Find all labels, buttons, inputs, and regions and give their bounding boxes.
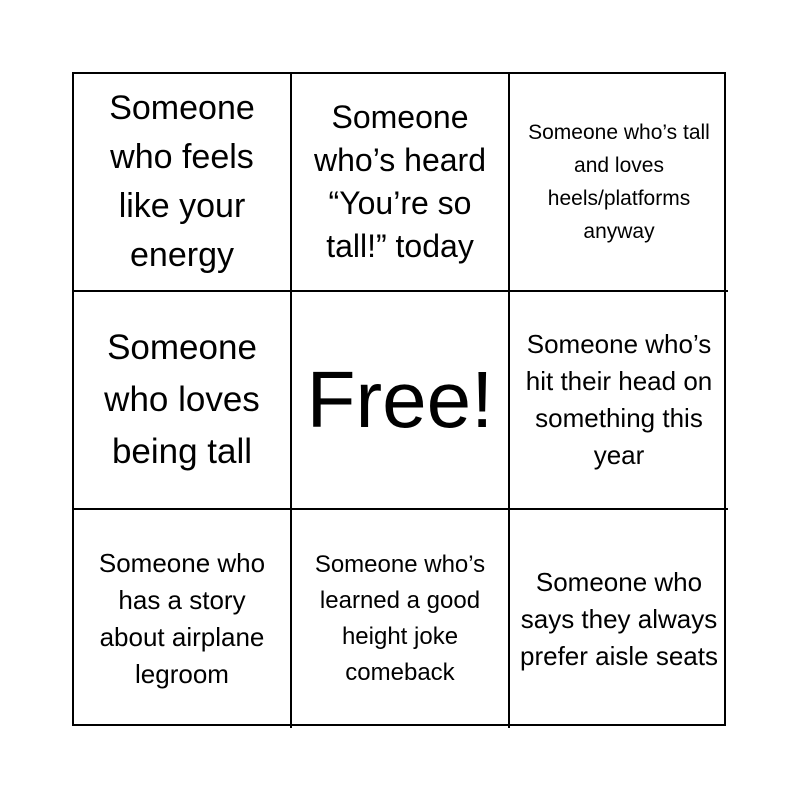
bingo-cell-text: Someone who’s heard “You’re so tall!” today bbox=[314, 99, 486, 264]
bingo-cell-text: Someone who loves being tall bbox=[104, 328, 260, 471]
bingo-cell-text: Someone who’s hit their head on something this year bbox=[525, 329, 713, 470]
bingo-cell-text: Someone who’s learned a good height joke comeback bbox=[314, 551, 486, 686]
bingo-cell-r2c3 bbox=[510, 292, 728, 510]
bingo-cell-text: Someone who has a story about airplane legroom bbox=[98, 548, 266, 689]
bingo-cell-text: Someone who’s tall and loves heels/platforms anyway bbox=[528, 121, 710, 243]
bingo-cell-text: Someone who feels like your energy bbox=[109, 89, 255, 274]
bingo-cell-r1c3 bbox=[510, 74, 728, 292]
bingo-cell-r2c1 bbox=[74, 292, 292, 510]
bingo-cell-text: Someone who says they always prefer aisle seats bbox=[520, 566, 718, 671]
bingo-cell-r3c2 bbox=[292, 510, 510, 728]
bingo-cell-r3c3 bbox=[510, 510, 728, 728]
bingo-board bbox=[72, 72, 726, 726]
bingo-cell-r1c2 bbox=[292, 74, 510, 292]
bingo-cell-r3c1 bbox=[74, 510, 292, 728]
free-space-label: Free! bbox=[306, 355, 494, 444]
bingo-cell-r1c1 bbox=[74, 74, 292, 292]
bingo-cell-free bbox=[292, 292, 510, 510]
